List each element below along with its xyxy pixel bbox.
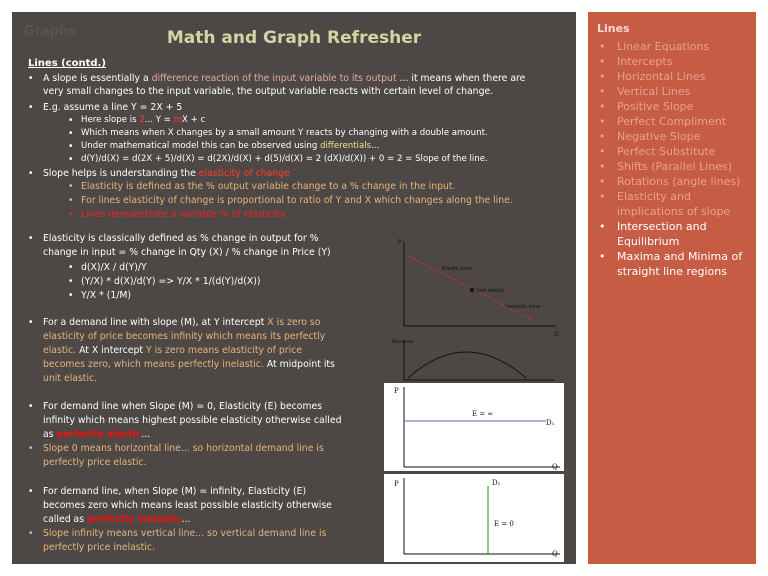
y-axis-label: Revenue	[392, 339, 414, 345]
text: Slope infinity means vertical line... so vertical demand line is	[43, 528, 327, 539]
sidebar-item-label: Rotations (angle lines)	[617, 175, 741, 188]
x-axis-label: Decreasing Price	[504, 384, 546, 390]
y-axis-label: P	[394, 387, 399, 395]
sidebar-item-bullet: •	[599, 85, 606, 98]
sidebar-title: Lines	[597, 22, 630, 35]
bullet-example: E.g. assume a line Y = 2X + 5	[43, 102, 183, 113]
sidebar-item[interactable]	[597, 159, 750, 174]
sub-bullet-marker: •	[68, 141, 74, 152]
text: infinity which means highest possible elasticity otherwise called	[43, 415, 342, 426]
text-highlight: m	[173, 115, 182, 125]
bullet-marker: •	[28, 401, 34, 412]
text: perfectly price inelastic.	[43, 542, 155, 553]
formula-3: Y/X * (1/M)	[81, 290, 132, 301]
text-highlight: Y is zero means elasticity of price	[146, 345, 302, 356]
sub-bullet-marker: •	[68, 195, 74, 206]
sidebar-item[interactable]	[597, 249, 750, 279]
sidebar-item-bullet: •	[599, 160, 606, 173]
sub-bullet-marker: •	[68, 115, 74, 126]
sub-bullet-differentials	[81, 140, 379, 153]
demand-curve-label: D₁	[492, 479, 501, 487]
bullet-demand-line-slope	[43, 316, 335, 386]
text: ...	[181, 514, 191, 525]
sidebar-item[interactable]	[597, 189, 750, 219]
unit-elastic-label: Unit elastic	[476, 288, 505, 294]
text-highlight: becomes zero, which means perfectly inelastic.	[43, 359, 264, 370]
sidebar-item-label: Vertical Lines	[617, 85, 691, 98]
text-highlight: elastic.	[43, 345, 77, 356]
text-highlight: X is zero so	[267, 317, 321, 328]
text: called as	[43, 514, 88, 525]
sub-bullet-variable-elasticity: Lines demonstrate a variable % of elasticity.	[81, 209, 288, 220]
sidebar-item-bullet: •	[599, 100, 606, 113]
sidebar-item[interactable]	[597, 219, 750, 249]
bullet-elasticity-intro	[43, 167, 290, 180]
sidebar-item[interactable]	[597, 39, 750, 54]
text: For demand line, when Slope (M) = infinity, Elasticity (E)	[43, 486, 307, 497]
sidebar-item-label: Linear Equations	[617, 40, 710, 53]
text: as	[43, 429, 57, 440]
text: perfectly price elastic.	[43, 457, 147, 468]
bullet-marker: •	[28, 443, 34, 454]
topic-sidebar	[588, 12, 756, 564]
sidebar-item-bullet: •	[599, 40, 606, 53]
sidebar-item[interactable]	[597, 69, 750, 84]
elasticity-label: E = 0	[494, 520, 514, 528]
section-tag: Graphs	[24, 24, 77, 39]
sidebar-item-label: Intercepts	[617, 55, 673, 68]
perfectly-inelastic-chart	[384, 474, 564, 562]
slide-content	[12, 12, 576, 564]
sub-bullet-derivative: d(Y)/d(X) = d(2X + 5)/d(X) = d(2X)/d(X) + d(5)/d(X) = 2 (dX)/d(X)) + 0 = 2 = Slope of the line.	[81, 154, 488, 164]
sidebar-item-label: Intersection and Equilibrium	[617, 220, 707, 248]
sidebar-item-bullet: •	[599, 250, 606, 263]
sidebar-item[interactable]	[597, 114, 750, 129]
bullet-marker: •	[28, 486, 34, 497]
sidebar-item-bullet: •	[599, 190, 606, 203]
bullet-marker: •	[28, 73, 34, 84]
formula-1: d(X)/X / d(Y)/Y	[81, 262, 147, 273]
x-axis-label: Q	[554, 331, 559, 338]
sidebar-item-bullet: •	[599, 55, 606, 68]
text: ...	[371, 141, 380, 151]
text: Here slope is	[81, 115, 140, 125]
formula-2: (Y/X) * d(X)/d(Y) => Y/X * 1/(d(Y)/d(X))	[81, 276, 261, 287]
sub-bullet-marker: •	[68, 262, 74, 273]
text-highlight: elasticity of change	[198, 168, 290, 179]
bullet-slope-definition	[43, 72, 571, 98]
bullet-marker: •	[28, 528, 34, 539]
sidebar-item-bullet: •	[599, 145, 606, 158]
bullet-marker: •	[28, 102, 34, 113]
bullet-marker: •	[28, 168, 34, 179]
text: very small changes to the input variable, the output variable reacts with certain level of change.	[43, 86, 494, 97]
demand-elasticity-chart	[386, 234, 566, 338]
text: A slope is essentially a	[43, 73, 152, 84]
sidebar-item-bullet: •	[599, 115, 606, 128]
sub-bullet-marker: •	[68, 209, 74, 220]
text: Slope 0 means horizontal line... so horizontal demand line is	[43, 443, 324, 454]
bullet-vertical-line	[43, 527, 326, 555]
text: change in input = % change in Qty (X) / % change in Price (Y)	[43, 247, 331, 258]
sub-bullet-slope-value	[81, 114, 205, 127]
text: Elasticity is classically defined as % change in output for %	[43, 233, 319, 244]
sidebar-item-label: Maxima and Minima of straight line regions	[617, 250, 743, 278]
text-highlight: unit elastic.	[43, 373, 98, 384]
bullet-horizontal-line	[43, 442, 324, 470]
revenue-curve	[408, 352, 526, 378]
sidebar-item-label: Perfect Compliment	[617, 115, 727, 128]
sub-bullet-meaning: Which means when X changes by a small amount Y reacts by changing with a double amount.	[81, 128, 488, 138]
demand-curve-label: D₁	[546, 419, 555, 427]
bullet-marker: •	[28, 233, 34, 244]
unit-elastic-point	[470, 288, 474, 292]
perfectly-elastic-chart	[384, 383, 564, 471]
elastic-zone-label: Elastic zone	[442, 266, 472, 272]
revenue-chart	[386, 334, 566, 390]
text: Under mathematical model this can be observed using	[81, 141, 321, 151]
bullet-marker: •	[28, 317, 34, 328]
x-axis-label: Q	[552, 463, 558, 471]
sidebar-item-label: Perfect Substitute	[617, 145, 716, 158]
elasticity-label: E = ∞	[472, 410, 494, 418]
sidebar-item[interactable]	[597, 99, 750, 114]
sub-bullet-marker: •	[68, 154, 74, 165]
sidebar-item-label: Negative Slope	[617, 130, 701, 143]
slide-title: Math and Graph Refresher	[166, 28, 422, 48]
sub-bullet-marker: •	[68, 290, 74, 301]
text-highlight: perfectly elastic	[56, 429, 142, 440]
text-highlight: differentials	[320, 141, 372, 151]
sub-bullet-marker: •	[68, 181, 74, 192]
sidebar-item[interactable]	[597, 129, 750, 144]
text-highlight: elasticity of price becomes infinity which means its perfectly	[43, 331, 326, 342]
text: X + c	[182, 115, 206, 125]
sidebar-item[interactable]	[597, 54, 750, 69]
text: ... it means when there are	[396, 73, 526, 84]
text: ... Y =	[144, 115, 174, 125]
text-highlight: 2	[139, 115, 145, 125]
inelastic-zone-label: Inelastic zone	[506, 304, 541, 310]
text: For a demand line with slope (M), at Y intercept	[43, 317, 268, 328]
sub-bullet-lines-elasticity: For lines elasticity of change is proportional to ratio of Y and X which changes along the line.	[81, 195, 513, 206]
text-highlight: difference reaction of the input variable to its output	[151, 73, 397, 84]
sub-bullet-marker: •	[68, 128, 74, 139]
sidebar-item-label: Shifts (Parallel Lines)	[617, 160, 733, 173]
sidebar-item-label: Positive Slope	[617, 100, 694, 113]
sub-bullet-marker: •	[68, 276, 74, 287]
text: For demand line when Slope (M) = 0, Elasticity (E) becomes	[43, 401, 323, 412]
bullet-slope-infinity	[43, 485, 332, 527]
bullet-classic-elasticity	[43, 232, 331, 260]
sidebar-item-label: Elasticity and implications of slope	[617, 190, 731, 218]
sidebar-item-bullet: •	[599, 70, 606, 83]
sidebar-item[interactable]	[597, 84, 750, 99]
sidebar-list	[597, 39, 750, 279]
y-axis-label: P	[394, 480, 399, 488]
sub-bullet-elasticity-definition: Elasticity is defined as the % output variable change to a % change in the input.	[81, 181, 456, 192]
text: Slope helps is understanding the	[43, 168, 199, 179]
sidebar-item[interactable]	[597, 144, 750, 159]
sidebar-item[interactable]	[597, 174, 750, 189]
sidebar-item-bullet: •	[599, 130, 606, 143]
sidebar-item-bullet: •	[599, 175, 606, 188]
text-highlight: perfectly inelastic	[87, 514, 182, 525]
text: becomes zero which means least possible elasticity otherwise	[43, 500, 332, 511]
sidebar-item-bullet: •	[599, 220, 606, 233]
text: At midpoint its	[263, 359, 335, 370]
bullet-slope-zero	[43, 400, 342, 442]
sidebar-item-label: Horizontal Lines	[617, 70, 706, 83]
x-axis-label: Q	[552, 550, 558, 558]
text: At X intercept	[76, 345, 147, 356]
y-axis-label: P	[398, 239, 402, 246]
section-header: Lines (contd.)	[28, 58, 106, 69]
text: ...	[141, 429, 151, 440]
